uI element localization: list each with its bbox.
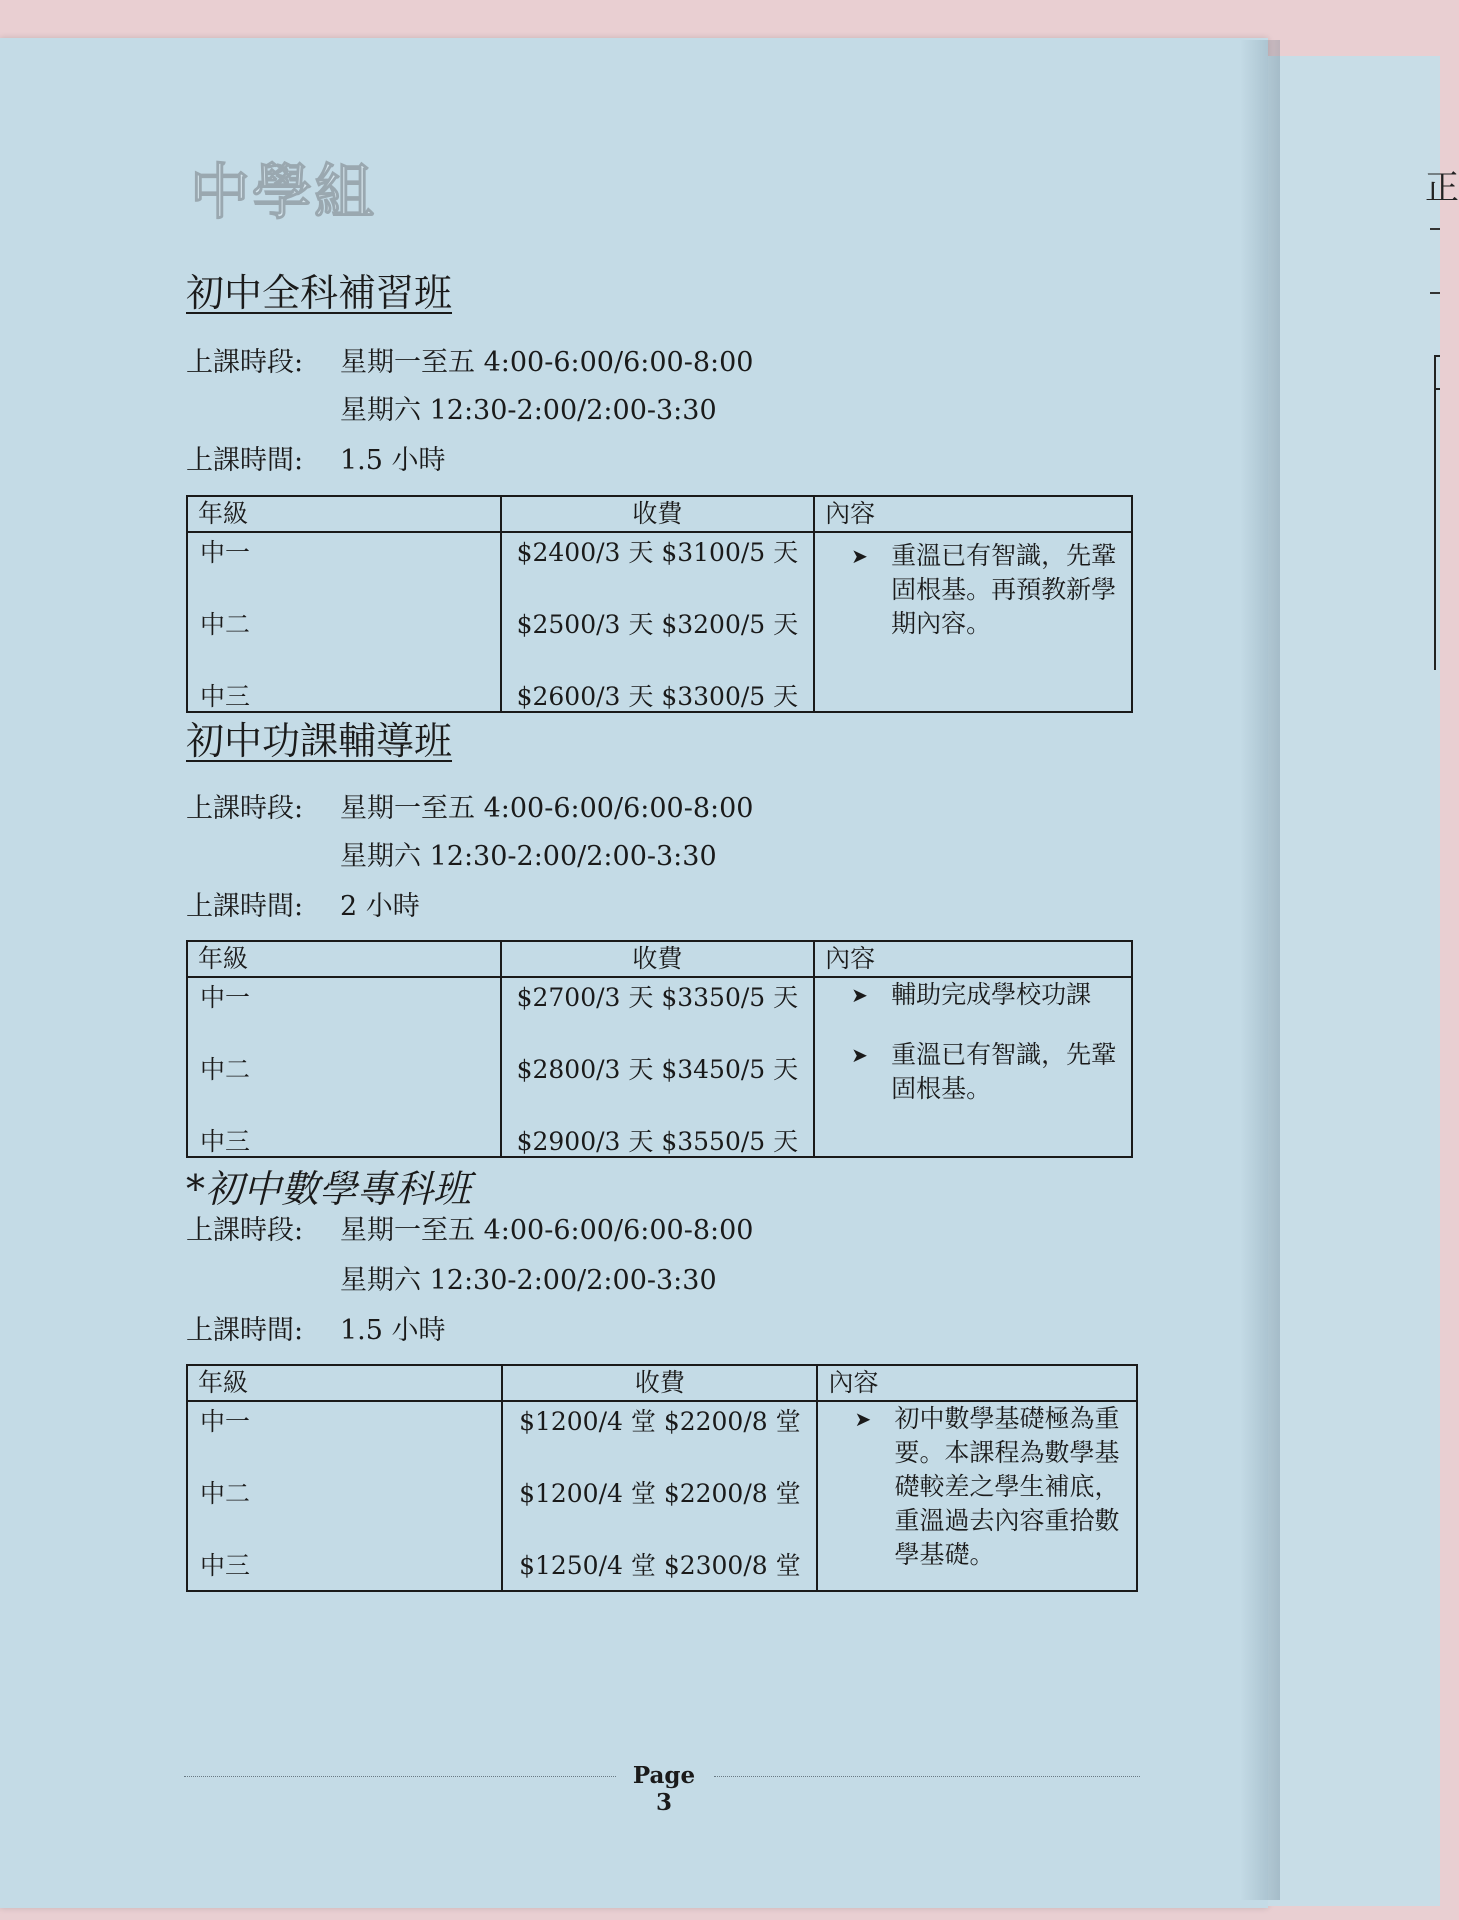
content-item: ➤ 重溫已有智識，先鞏固根基。 bbox=[851, 1040, 1117, 1103]
schedule-label: 上課時段: bbox=[186, 793, 304, 824]
fee-table bbox=[186, 495, 1133, 713]
schedule-saturday: 星期六 12:30-2:00/2:00-3:30 bbox=[340, 1265, 717, 1296]
arrow-bullet-icon: ➤ bbox=[851, 983, 868, 1007]
fee-cell bbox=[501, 532, 815, 712]
content-item: ➤ 初中數學基礎極為重要。本課程為數學基礎較差之學生補底，重溫過去內容重拾數學基礎。 bbox=[854, 1404, 1120, 1569]
adjacent-page-rule bbox=[1430, 228, 1440, 230]
content-cell bbox=[814, 977, 1132, 1157]
grade-label: 中一 bbox=[200, 1407, 251, 1436]
section-title: 初中功課輔導班 bbox=[186, 719, 453, 763]
fee-value: $2500/3 天 $3200/5 天 bbox=[516, 610, 799, 639]
adjacent-page bbox=[1268, 56, 1440, 1906]
adjacent-page-rule bbox=[1430, 292, 1440, 294]
page-footer bbox=[184, 1762, 1140, 1816]
fee-value: $2900/3 天 $3550/5 天 bbox=[516, 1127, 799, 1156]
section-title: *初中數學專科班 bbox=[186, 1167, 472, 1211]
adjacent-page-table-edge bbox=[1434, 388, 1440, 390]
grade-label: 中三 bbox=[200, 682, 251, 711]
grade-label: 中二 bbox=[200, 1479, 251, 1508]
table-row bbox=[187, 1401, 1137, 1591]
grade-cell bbox=[187, 977, 501, 1157]
content-cell bbox=[814, 532, 1132, 712]
table-row bbox=[187, 532, 1132, 712]
fee-value: $2700/3 天 $3350/5 天 bbox=[516, 983, 799, 1012]
content-item: ➤ 重溫已有智識，先鞏固根基。再預教新學期內容。 bbox=[851, 541, 1117, 638]
schedule-saturday: 星期六 12:30-2:00/2:00-3:30 bbox=[340, 395, 717, 426]
content-cell bbox=[817, 1401, 1137, 1591]
footer-rule bbox=[184, 1776, 616, 1777]
fee-table bbox=[186, 940, 1133, 1158]
adjacent-page-table-edge bbox=[1434, 355, 1440, 357]
adjacent-page-table-edge bbox=[1434, 355, 1436, 670]
schedule-label: 上課時段: bbox=[186, 347, 304, 378]
schedule-saturday: 星期六 12:30-2:00/2:00-3:30 bbox=[340, 841, 717, 872]
grade-label: 中二 bbox=[200, 610, 251, 639]
grade-label: 中三 bbox=[200, 1551, 251, 1580]
fee-value: $2600/3 天 $3300/5 天 bbox=[516, 682, 799, 711]
duration-label: 上課時間: bbox=[186, 891, 304, 922]
fee-value: $1250/4 堂 $2300/8 堂 bbox=[519, 1551, 801, 1580]
table-header-row bbox=[187, 496, 1132, 532]
footer-rule bbox=[714, 1776, 1140, 1777]
fee-value: $1200/4 堂 $2200/8 堂 bbox=[519, 1407, 801, 1436]
arrow-bullet-icon: ➤ bbox=[851, 544, 868, 568]
header-fee: 收費 bbox=[502, 1365, 817, 1401]
fee-table bbox=[186, 1364, 1138, 1592]
fee-cell bbox=[502, 1401, 817, 1591]
duration-value: 1.5 小時 bbox=[340, 1315, 446, 1346]
section-title: 初中全科補習班 bbox=[186, 271, 453, 315]
grade-label: 中一 bbox=[200, 538, 251, 567]
schedule-weekday: 星期一至五 4:00-6:00/6:00-8:00 bbox=[340, 347, 754, 378]
arrow-bullet-icon: ➤ bbox=[851, 1043, 868, 1067]
header-grade: 年級 bbox=[187, 941, 501, 977]
header-content: 內容 bbox=[817, 1365, 1137, 1401]
schedule-weekday: 星期一至五 4:00-6:00/6:00-8:00 bbox=[340, 793, 754, 824]
grade-cell bbox=[187, 1401, 502, 1591]
fee-value: $2400/3 天 $3100/5 天 bbox=[516, 538, 799, 567]
fee-cell bbox=[501, 977, 815, 1157]
duration-value: 1.5 小時 bbox=[340, 445, 446, 476]
schedule-weekday: 星期一至五 4:00-6:00/6:00-8:00 bbox=[340, 1215, 754, 1246]
fee-value: $2800/3 天 $3450/5 天 bbox=[516, 1055, 799, 1084]
grade-label: 中二 bbox=[200, 1055, 251, 1084]
grade-cell bbox=[187, 532, 501, 712]
table-header-row bbox=[187, 941, 1132, 977]
header-grade: 年級 bbox=[187, 496, 501, 532]
group-title: 中學組 bbox=[190, 158, 376, 228]
page-number: Page 3 bbox=[632, 1762, 696, 1816]
arrow-bullet-icon: ➤ bbox=[854, 1407, 872, 1431]
header-grade: 年級 bbox=[187, 1365, 502, 1401]
header-content: 內容 bbox=[814, 941, 1132, 977]
header-fee: 收費 bbox=[501, 941, 815, 977]
duration-value: 2 小時 bbox=[340, 891, 420, 922]
table-header-row bbox=[187, 1365, 1137, 1401]
grade-label: 中三 bbox=[200, 1127, 251, 1156]
content-item: ➤ 輔助完成學校功課 bbox=[851, 978, 1121, 1012]
header-fee: 收費 bbox=[501, 496, 815, 532]
page-fold-shadow bbox=[1240, 40, 1280, 1900]
duration-label: 上課時間: bbox=[186, 445, 304, 476]
duration-label: 上課時間: bbox=[186, 1315, 304, 1346]
fee-value: $1200/4 堂 $2200/8 堂 bbox=[519, 1479, 801, 1508]
grade-label: 中一 bbox=[200, 983, 251, 1012]
schedule-label: 上課時段: bbox=[186, 1215, 304, 1246]
header-content: 內容 bbox=[814, 496, 1132, 532]
table-row bbox=[187, 977, 1132, 1157]
adjacent-page-glyph: 正 bbox=[1425, 168, 1459, 208]
